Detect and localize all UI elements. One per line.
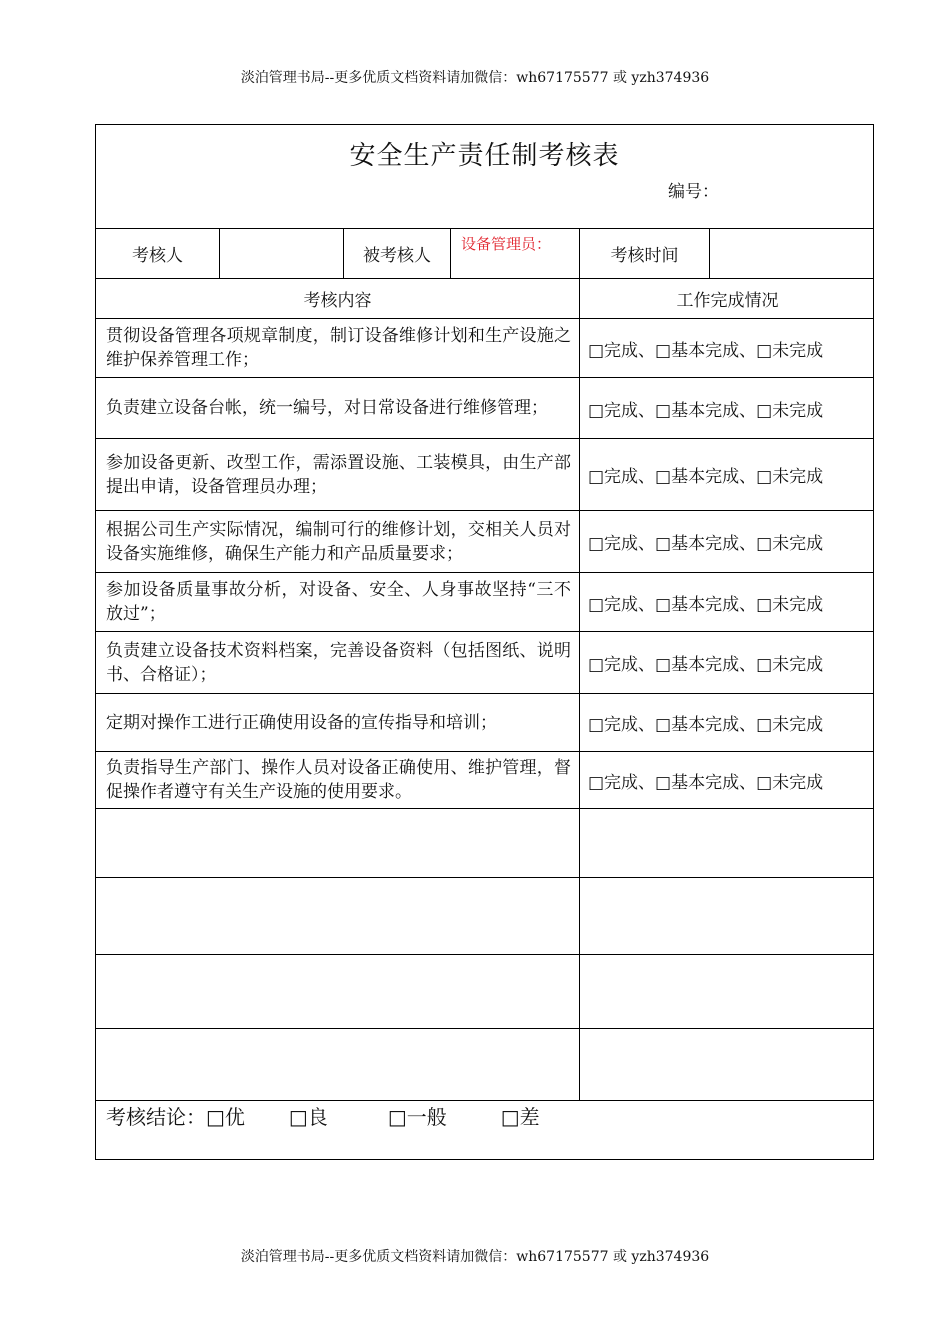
row-content: 根据公司生产实际情况，编制可行的维修计划，交相关人员对设备实施维修，确保生产能力和产品质量要求； xyxy=(106,519,571,564)
column-header-content: 考核内容 xyxy=(303,291,372,311)
table-row xyxy=(96,377,873,438)
info-row xyxy=(96,228,873,278)
column-header-status: 工作完成情况 xyxy=(579,279,875,318)
empty-status-cell[interactable] xyxy=(579,809,875,877)
row-status-options[interactable]: □完成、□基本完成、□未完成 xyxy=(579,511,875,572)
row-content: 负责指导生产部门、操作人员对设备正确使用、维护管理，督促操作者遵守有关生产设施的使用要求。 xyxy=(106,758,571,802)
form-title: 安全生产责任制考核表 xyxy=(349,141,620,171)
row-status-options[interactable]: □完成、□基本完成、□未完成 xyxy=(579,378,875,438)
row-content: 参加设备质量事故分析，对设备、安全、人身事故坚持“三不放过”； xyxy=(106,580,571,624)
empty-table-row xyxy=(96,1028,873,1100)
empty-status-cell[interactable] xyxy=(579,878,875,954)
assessee-field[interactable]: 设备管理员： xyxy=(450,229,579,278)
table-row xyxy=(96,510,873,572)
page-footer: 淡泊管理书局--更多优质文档资料请加微信：wh67175577 或 yzh374936 xyxy=(240,1249,710,1265)
row-content: 定期对操作工进行正确使用设备的宣传指导和培训； xyxy=(106,712,497,733)
table-row xyxy=(96,751,873,808)
column-header-row xyxy=(96,278,873,318)
table-row xyxy=(96,631,873,693)
row-status-options[interactable]: □完成、□基本完成、□未完成 xyxy=(579,694,875,751)
empty-table-row xyxy=(96,877,873,954)
row-status-options[interactable]: □完成、□基本完成、□未完成 xyxy=(579,319,875,377)
conclusion-option-excellent[interactable]: □优 xyxy=(206,1105,245,1129)
row-content: 负责建立设备技术资料档案，完善设备资料（包括图纸、说明书、合格证）； xyxy=(106,640,571,685)
page-header: 淡泊管理书局--更多优质文档资料请加微信：wh67175577 或 yzh374936 xyxy=(240,70,710,86)
empty-status-cell[interactable] xyxy=(579,955,875,1028)
assessment-time-field[interactable] xyxy=(709,229,875,278)
conclusion-line xyxy=(106,1101,540,1130)
empty-table-row xyxy=(96,808,873,877)
row-status-options[interactable]: □完成、□基本完成、□未完成 xyxy=(579,439,875,510)
assessment-time-label: 考核时间 xyxy=(579,229,709,278)
empty-content-cell[interactable] xyxy=(96,1029,579,1100)
empty-content-cell[interactable] xyxy=(96,955,579,1028)
assessee-label: 被考核人 xyxy=(343,229,450,278)
row-status-options[interactable]: □完成、□基本完成、□未完成 xyxy=(579,573,875,631)
row-content: 负责建立设备台帐，统一编号，对日常设备进行维修管理； xyxy=(106,398,548,418)
assessment-form xyxy=(95,124,874,1160)
empty-table-row xyxy=(96,954,873,1028)
row-content: 参加设备更新、改型工作，需添置设施、工装模具，由生产部提出申请，设备管理员办理； xyxy=(106,452,571,497)
empty-content-cell[interactable] xyxy=(96,878,579,954)
form-code-label: 编号： xyxy=(668,182,719,202)
empty-status-cell[interactable] xyxy=(579,1029,875,1100)
assessor-label: 考核人 xyxy=(132,246,183,266)
row-content: 贯彻设备管理各项规章制度，制订设备维修计划和生产设施之维护保养管理工作； xyxy=(106,326,571,370)
conclusion-row xyxy=(96,1100,873,1159)
row-status-options[interactable]: □完成、□基本完成、□未完成 xyxy=(579,752,875,808)
empty-content-cell[interactable] xyxy=(96,809,579,877)
conclusion-option-poor[interactable]: □差 xyxy=(500,1105,540,1129)
conclusion-option-good[interactable]: □良 xyxy=(288,1105,328,1129)
assessor-field[interactable] xyxy=(219,229,343,278)
row-status-options[interactable]: □完成、□基本完成、□未完成 xyxy=(579,632,875,693)
table-row xyxy=(96,572,873,631)
table-row xyxy=(96,438,873,510)
table-row xyxy=(96,693,873,751)
conclusion-label: 考核结论： xyxy=(106,1105,206,1129)
table-row xyxy=(96,318,873,377)
conclusion-option-average[interactable]: □一般 xyxy=(387,1105,447,1129)
